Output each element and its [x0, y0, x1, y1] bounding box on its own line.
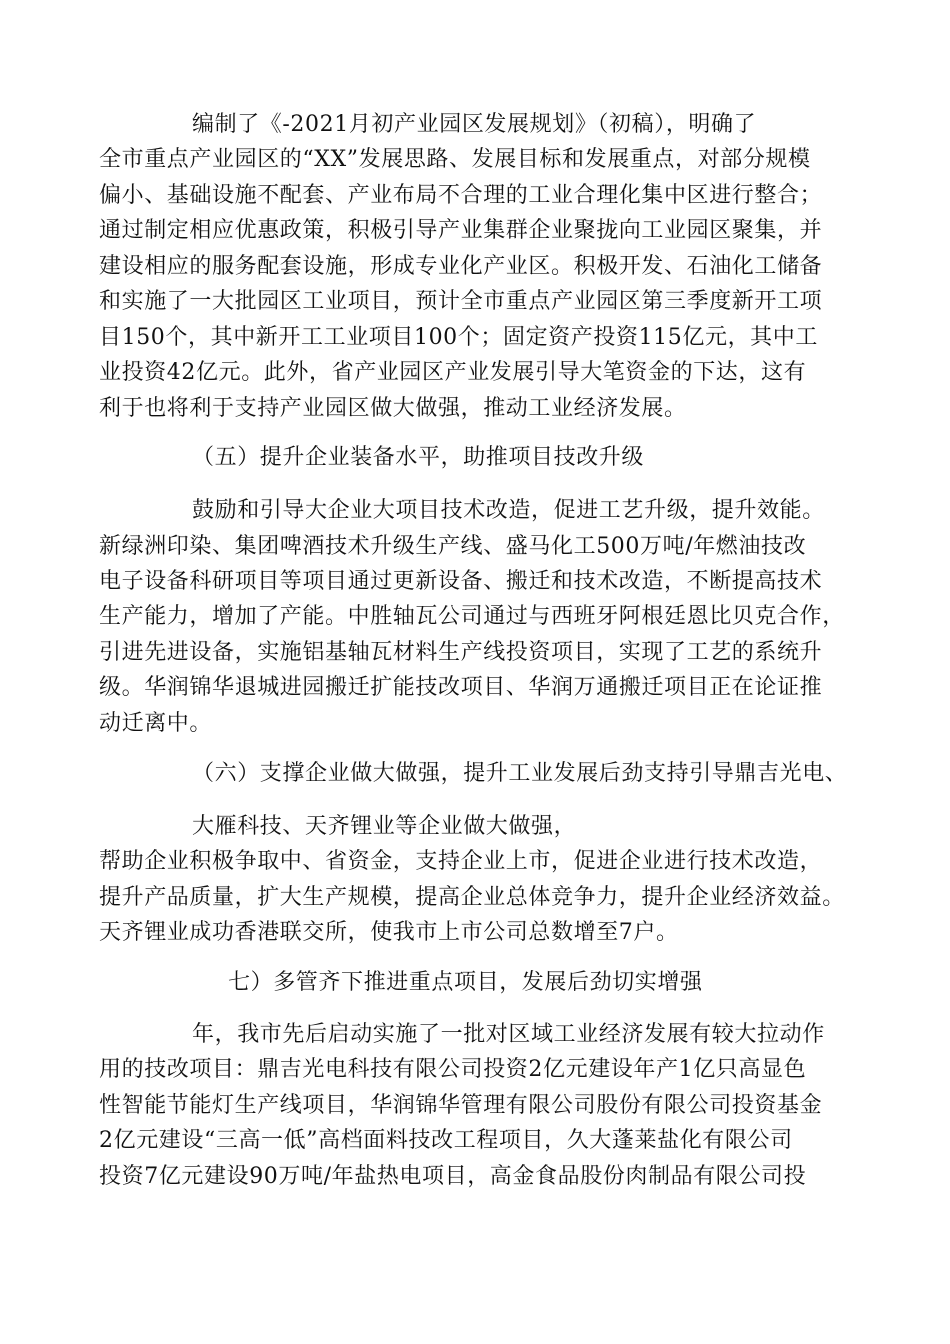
paragraph-1-line-3: 偏小、基础设施不配套、产业布局不合理的工业合理化集中区进行整合； — [99, 183, 823, 208]
paragraph-4-line-2: 用的技改项目：鼎吉光电科技有限公司投资2亿元建设年产1亿只高显色 — [99, 1057, 807, 1082]
paragraph-1-line-5: 建设相应的服务配套设施，形成专业化产业区。积极开发、石油化工储备 — [99, 254, 823, 279]
paragraph-3-line-3: 提升产品质量，扩大生产规模，提高企业总体竞争力，提升企业经济效益。 — [99, 885, 845, 910]
paragraph-4-line-4: 2亿元建设“三高一低”高档面料技改工程项目，久大蓬莱盐化有限公司 — [99, 1128, 793, 1153]
paragraph-1-line-8: 业投资42亿元。此外，省产业园区产业发展引导大笔资金的下达，这有 — [99, 360, 807, 385]
paragraph-3-line-1: 大雁科技、天齐锂业等企业做大做强， — [192, 814, 577, 839]
paragraph-1-line-2: 全市重点产业园区的“XX”发展思路、发展目标和发展重点，对部分规模 — [99, 147, 811, 172]
paragraph-2-line-6: 级。华润锦华退城进园搬迁扩能技改项目、华润万通搬迁项目正在论证推 — [99, 675, 823, 700]
paragraph-1-line-6: 和实施了一大批园区工业项目，预计全市重点产业园区第三季度新开工项 — [99, 289, 823, 314]
paragraph-2-line-4: 生产能力，增加了产能。中胜轴瓦公司通过与西班牙阿根廷恩比贝克合作， — [99, 604, 845, 629]
paragraph-2-line-5: 引进先进设备，实施铝基轴瓦材料生产线投资项目，实现了工艺的系统升 — [99, 640, 823, 665]
paragraph-4-line-3: 性智能节能灯生产线项目，华润锦华管理有限公司股份有限公司投资基金 — [99, 1093, 823, 1118]
paragraph-2-line-7: 动迁离中。 — [99, 711, 213, 736]
paragraph-1-line-9: 利于也将利于支持产业园区做大做强，推动工业经济发展。 — [99, 396, 687, 421]
paragraph-4-line-1: 年，我市先后启动实施了一批对区域工业经济发展有较大拉动作 — [192, 1022, 825, 1047]
section-heading-6: （六）支撑企业做大做强，提升工业发展后劲支持引导鼎吉光电、 — [192, 761, 848, 786]
paragraph-1-line-4: 通过制定相应优惠政策，积极引导产业集群企业聚拢向工业园区聚集，并 — [99, 218, 823, 243]
paragraph-4-line-5: 投资7亿元建设90万吨/年盐热电项目，高金食品股份肉制品有限公司投 — [99, 1164, 807, 1189]
section-heading-5: （五）提升企业装备水平，助推项目技改升级 — [192, 445, 645, 470]
paragraph-2-line-1: 鼓励和引导大企业大项目技术改造，促进工艺升级，提升效能。 — [192, 498, 825, 523]
paragraph-2-line-2: 新绿洲印染、集团啤酒技术升级生产线、盛马化工500万吨/年燃油技改 — [99, 534, 807, 559]
paragraph-3-line-2: 帮助企业积极争取中、省资金，支持企业上市，促进企业进行技术改造， — [99, 849, 823, 874]
paragraph-3-line-4: 天齐锂业成功香港联交所，使我市上市公司总数增至7户。 — [99, 920, 679, 945]
section-heading-7: 七）多管齐下推进重点项目，发展后劲切实增强 — [228, 970, 703, 995]
paragraph-1-line-7: 目150个，其中新开工工业项目100个；固定资产投资115亿元，其中工 — [99, 325, 818, 350]
paragraph-2-line-3: 电子设备科研项目等项目通过更新设备、搬迁和技术改造，不断提高技术 — [99, 569, 823, 594]
paragraph-1-line-1: 编制了《-2021月初产业园区发展规划》（初稿），明确了 — [192, 112, 757, 137]
